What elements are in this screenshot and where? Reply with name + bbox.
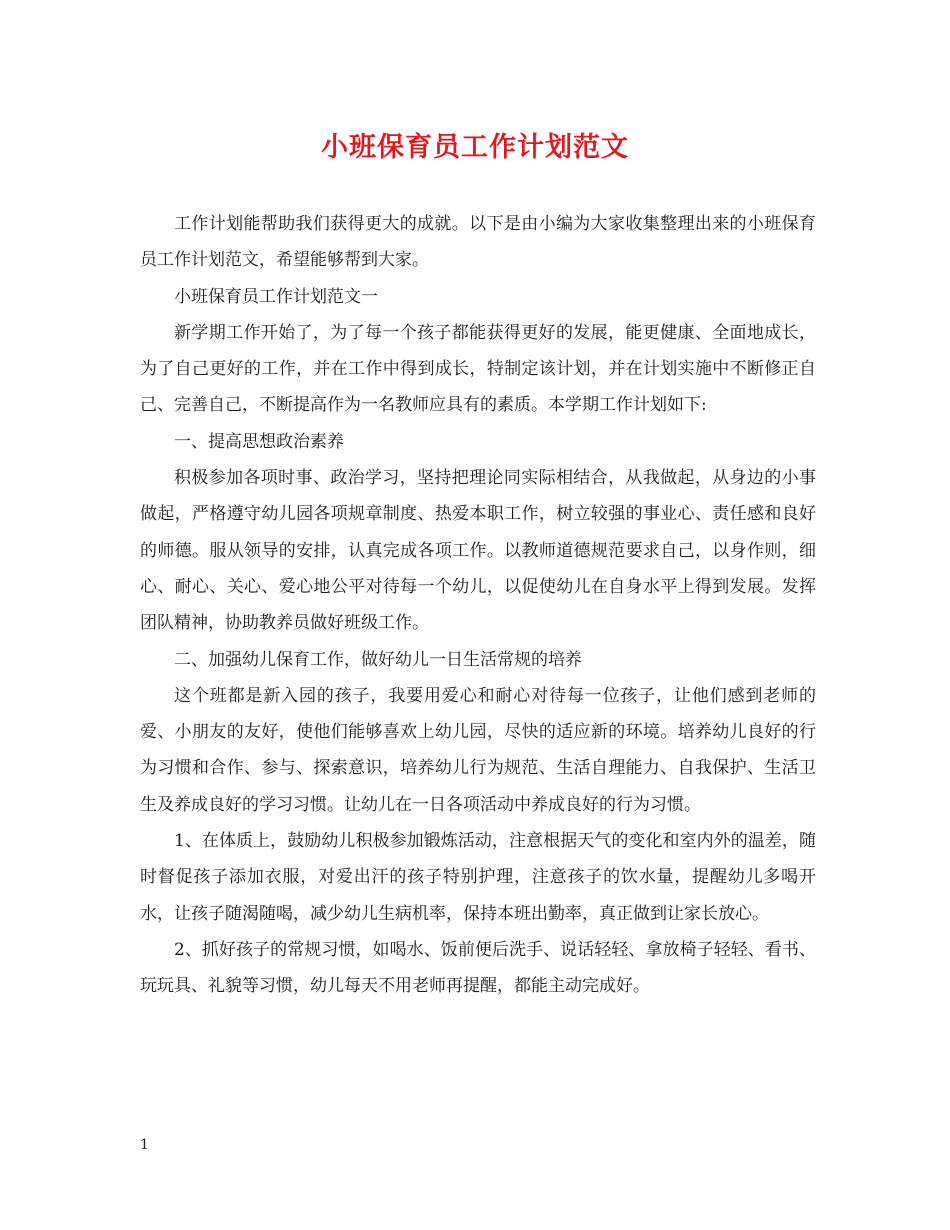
paragraph-item-1: 1、在体质上，鼓励幼儿积极参加锻炼活动，注意根据天气的变化和室内外的温差，随时督促孩子添加衣服，对爱出汗的孩子特别护理，注意孩子的饮水量，提醒幼儿多喝开水，让孩子随渴随喝，减少幼儿生病机率，保持本班出勤率，真正做到让家长放心。: [140, 831, 816, 924]
document-body: [140, 206, 816, 1005]
paragraph-politics: 积极参加各项时事、政治学习，坚持把理论同实际相结合，从我做起，从身边的小事做起，严格遵守幼儿园各项规章制度、热爱本职工作，树立较强的事业心、责任感和良好的师德。服从领导的安排，认真完成各项工作。以教师道德规范要求自己，以身作则，细心、耐心、关心、爱心地公平对待每一个幼儿，以促使幼儿在自身水平上得到发展。发挥团队精神，协助教养员做好班级工作。: [140, 468, 816, 634]
document-title: 小班保育员工作计划范文: [321, 132, 629, 163]
paragraph-item-2: 2、抓好孩子的常规习惯，如喝水、饭前便后洗手、说话轻轻、拿放椅子轻轻、看书、玩玩具、礼貌等习惯，幼儿每天不用老师再提醒，都能主动完成好。: [140, 939, 816, 997]
page-number: 1: [140, 1137, 149, 1153]
paragraph-intro: 工作计划能帮助我们获得更大的成就。以下是由小编为大家收集整理出来的小班保育员工作计划范文，希望能够帮到大家。: [140, 214, 816, 271]
heading-politics: 一、提高思想政治素养: [174, 431, 344, 452]
paragraph-opening: 新学期工作开始了，为了每一个孩子都能获得更好的发展，能更健康、全面地成长，为了自己更好的工作，并在工作中得到成长，特制定该计划，并在计划实施中不断修正自己、完善自己，不断提高作为一名教师应具有的素质。本学期工作计划如下:: [140, 322, 816, 416]
heading-care: 二、加强幼儿保育工作，做好幼儿一日生活常规的培养: [174, 649, 582, 670]
paragraph-section-heading: 小班保育员工作计划范文一: [174, 286, 378, 307]
paragraph-care: 这个班都是新入园的孩子，我要用爱心和耐心对待每一位孩子，让他们感到老师的爱、小朋友的友好，使他们能够喜欢上幼儿园，尽快的适应新的环境。培养幼儿良好的行为习惯和合作、参与、探索意识，培养幼儿行为规范、生活自理能力、自我保护、生活卫生及养成良好的学习习惯。让幼儿在一日各项活动中养成良好的行为习惯。: [140, 685, 816, 815]
